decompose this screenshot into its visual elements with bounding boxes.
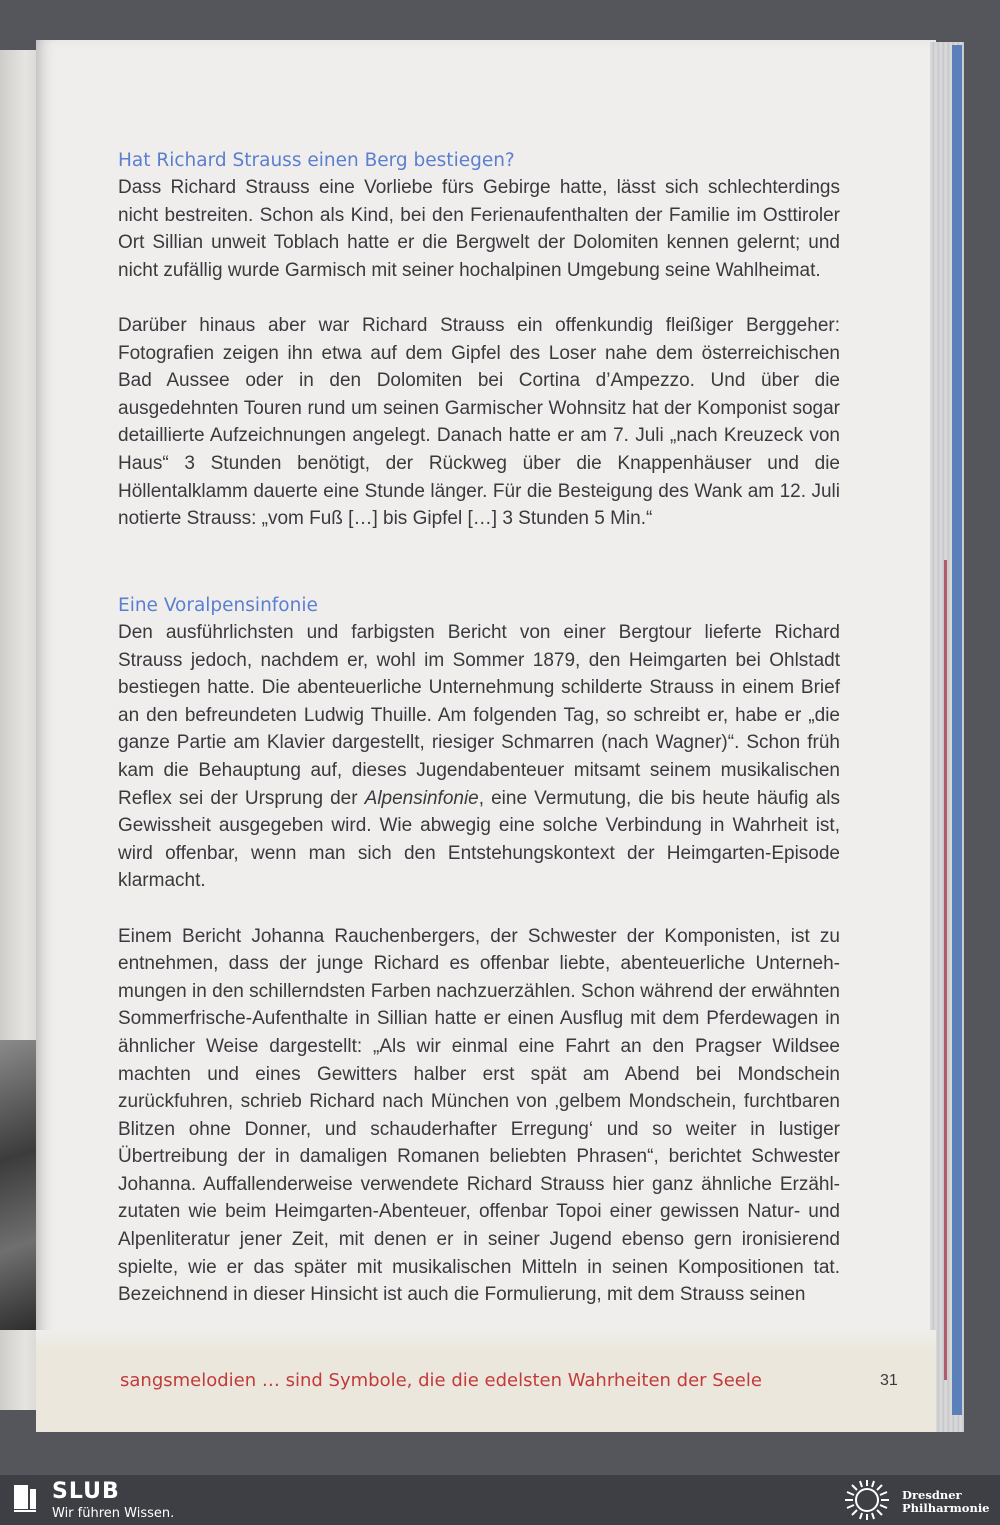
paragraph-text: Den ausführlichsten und farbigsten Bericht von einer Bergtour lieferte Richard Strauss jedoch, nachdem er, wohl im Sommer 1879, den Heimgarten bei Ohlstadt bestiegen hatte. Die abenteuerliche Unternehmung schilderte Strauss in einem Brief an den befreundeten Ludwig Thuille. Am folgenden Tag, so schreibt er, habe er „die ganze Partie am Klavier dargestellt, riesiger Schmarren (nach Wagner)“. Schon früh kam die Behauptung auf, dieses Jugendabenteuer mitsamt seinem musikalischen Reflex sei der Ursprung der — [118, 622, 840, 809]
paragraph: Darüber hinaus aber war Richard Strauss ein offenkundig fleißiger Berggeher: Fotografien zeigen ihn etwa auf dem Gipfel des Loser nahe dem österreichischen Bad Aussee oder in den Dolomiten bei Cortina d’Ampezzo. Und über die ausgedehnten Touren rund um seinen Garmischer Wohnsitz hat der Komponist sogar detaillierte Aufzeichnungen angelegt. Danach hatte er am 7. Juli „nach Kreuzeck von Haus“ 3 Stunden benötigt, der Rückweg über die Knappenhäuser und die Höllentalklamm dauerte eine Stunde länger. Für die Besteigung des Wank am 12. Juli notierte Strauss: „vom Fuß […] bis Gipfel […] 3 Stunden 5 Min.“ — [118, 314, 840, 530]
footer-quote: sangsmelodien … sind Symbole, die die edelsten Wahrheiten der Seele — [120, 1370, 762, 1391]
paragraph-text: , eine Vermutung, die bis heute häufig als Gewissheit ausgegeben wird. Wie abwegig eine solche Verbindung in Wahrheit ist, wird offenbar, wenn man sich den Entstehungskontext der Heimgarten-Episode klarmacht. — [118, 787, 840, 892]
blue-cover-edge — [952, 45, 962, 1415]
partner-line-2: Philharmonie — [902, 1501, 990, 1515]
work-title: Alpensinfonie — [364, 787, 479, 809]
sunburst-logo-icon — [842, 1478, 892, 1522]
partner-line-1: Dresdner — [902, 1488, 962, 1502]
left-page-photo-fragment — [0, 1040, 40, 1330]
paragraph: Dass Richard Strauss eine Vorliebe fürs Gebirge hatte, lässt sich schlechterdings nicht bestreiten. Schon als Kind, bei den Ferienaufenthalten der Familie im Osttiroler Ort Sillian unweit Toblach hatte er die Bergwelt der Dolomiten kennen gelernt; und nicht zufällig wurde Garmisch mit seiner hochalpinen Umgebung seine Wahlheimat. — [118, 177, 840, 281]
section-1 — [118, 148, 840, 533]
section-heading: Hat Richard Strauss einen Berg bestiegen? — [118, 150, 515, 171]
page-number: 31 — [880, 1372, 898, 1389]
red-page-edge — [944, 560, 947, 1380]
slub-tagline: Wir führen Wissen. — [52, 1506, 175, 1521]
slub-name: SLUB — [52, 1479, 120, 1504]
section-heading: Eine Voralpensinfonie — [118, 595, 318, 616]
paragraph: Einem Bericht Johanna Rauchenbergers, der Schwester der Komponisten, ist zu entnehmen, dass der junge Richard es offenbar liebte, abenteuerliche Unternehmungen in den schillerndsten Farben nachzuerzählen. Schon während der erwähnten Sommerfrische-Aufenthalte in Sillian hatte er einen Ausflug mit dem Pferdewagen in ähnlicher Weise dargestellt: „Als wir einmal eine Fahrt an den Pragser Wildsee machten und eines Gewitters halber erst spät am Abend bei Mondschein zurückfuhren, schrieb Richard nach München von ‚gelbem Mondschein, furchtbaren Blitzen ohne Donner, und schauderhafter Erregung‘ und so weiter in lustiger Übertreibung der in damaligen Romanen beliebten Phrasen“, berichtet Schwester Johanna. Auffallenderweise verwendete Richard Strauss hier ganz ähnliche Erzählzutaten wie beim Heimgarten-Abenteuer, offenbar Topoi einer gewissen Natur- und Alpenliteratur jener Zeit, mit denen er in seiner Jugend ebenso gern ironisierend spielte, wie er das später mit musikalischen Mitteln in seinen Kompositionen tat. Bezeichnend in dieser Hinsicht ist auch die Formulierung, mit dem Strauss seinen — [118, 925, 840, 1306]
section-2 — [118, 593, 840, 1309]
paragraph — [118, 619, 840, 895]
book-icon — [12, 1483, 38, 1513]
partner-logo-text — [902, 1489, 990, 1515]
